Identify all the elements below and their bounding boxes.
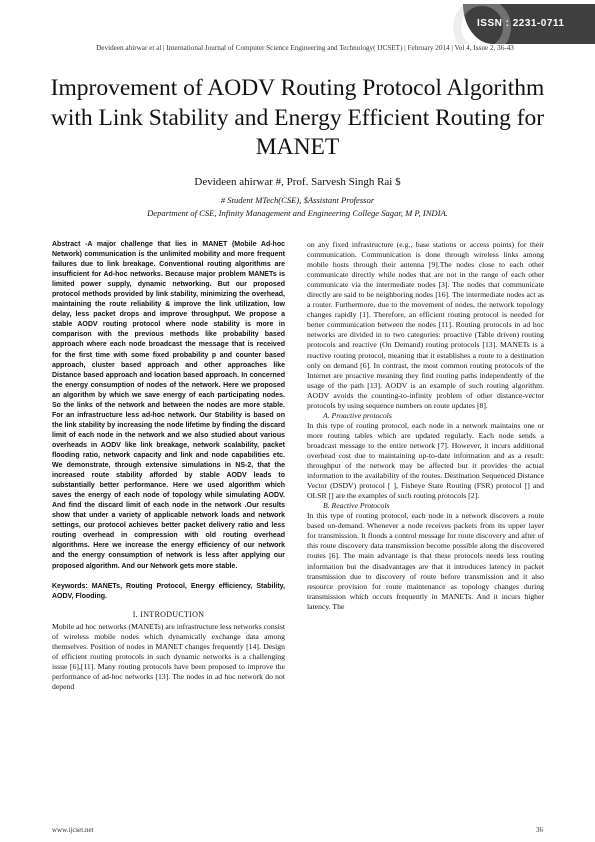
- right-column: [307, 240, 544, 612]
- paper-title: Improvement of AODV Routing Protocol Algorithm with Link Stability and Energy Efficient Routing for MANET: [50, 75, 545, 160]
- reactive-paragraph: In this type of routing protocol, each node in a network discovers a route based on-demand. Whenever a node receives packets from its upper layer for transmission. It floods a control message for route discovery and after of this route discovery data transmission become possible along the discovered routes [6]. The main advantage is that these protocols needs less routing information but the disadvantages are that it introduces latency in packet transmission due to discovery of route before transmission and it also resource provision for route maintenance as topology changes during transmission which occurs frequently in MANETs. And it incurs higher latency. The: [307, 511, 544, 611]
- left-column: [52, 240, 285, 692]
- issn-label: ISSN : 2231-0711: [477, 18, 565, 29]
- page-number: 36: [536, 826, 543, 834]
- affiliation-department: Department of CSE, Infinity Management and Engineering College Sagar, M P, INDIA.: [147, 208, 448, 218]
- subsection-heading-proactive: A. Proactive protocols: [323, 410, 392, 420]
- footer-url[interactable]: www.ijcset.net: [52, 826, 94, 834]
- proactive-paragraph: In this type of routing protocol, each node in a network maintains one or more routing tables which are updated regularly. Each node sends a broadcast message to the entire network [7]. However, it incurs additional overhead cost due to maintaining up-to-date information and as a result: throughput of the network may be affected but it provides the actual information to the availability of the routes. Destination Sequenced Distance Vector (DSDV) protocol [ ], Fisheye State Routing (FSR) protocol [] and OLSR [] are the examples of such routing protocols [2].: [307, 420, 544, 501]
- affiliation-roles: # Student MTech(CSE), $Assistant Professor: [220, 195, 375, 205]
- issn-badge: [453, 4, 595, 44]
- authors: Devideen ahirwar #, Prof. Sarvesh Singh Rai $: [194, 176, 401, 188]
- keywords: Keywords: MANETs, Routing Protocol, Energy efficiency, Stability, AODV, Flooding.: [52, 582, 285, 600]
- subsection-heading-reactive: B. Reactive Protocols: [323, 501, 390, 511]
- introduction-continued: on any fixed infrastructure (e.g., base stations or access points) for their communication. Communication is done through wireless links among mobile hosts through their antenna [9].The nodes close to each other communicate directly while nodes that are not in the range of each other communicate via the intermediate nodes [3]. The nodes that communicate directly are said to be neighboring nodes [16]. The intermediate nodes act as a router. Furthermore, due to the movement of nodes, the network topology changes rapidly [1]. Therefore, an efficient routing protocol is needed for better communication between the nodes [11]. Routing protocols in ad hoc networks are divided in to two categories: proactive (Table driven) routing protocols and reactive (On Demand) routing protocols [13]. MANETs is a reactive routing protocol, meaning that it establishes a route to a destination only on demand [6]. In contrast, the most common routing protocols of the Internet are proactive meaning they find routing paths independently of the usage of the path [13]. AODV is an example of such routing algorithm. AODV avoids the counting-to-infinity problem of other distance-vector protocols by using sequence numbers on route updates [8].: [307, 240, 544, 410]
- running-head: Devideen ahirwar et al | International Journal of Computer Science Engineering and Technology( IJCSET) | February 2014 | Vol 4, Issue 2, 36-43: [96, 44, 514, 52]
- abstract: Abstract -A major challenge that lies in MANET (Mobile Ad-hoc Network) communication is the unlimited mobility and more frequent failures due to link breakage. Conventional routing algorithms are insufficient for Ad-hoc networks. Because major problem MANETs is limited power supply, dynamic networking. But our proposed protocol methods provided by link stability, minimizing the overhead, maintaining the route reliability & improve the link utilization, low delay, less packet drops and improve throughput. We propose a stable AODV routing protocol where node stability is more in comparison with the previous methods like probability based approach where each node broadcast the message that is received for the first time with some fixed probability p and counter based approach, cluster based approach and other approaches like Distance based approach and location based approach. In concerned the energy consumption of nodes of the network. Here we proposed an algorithm by which we save energy of each participating nodes. So the links of the network and between the nodes are more stable. For an infrastructure less ad-hoc network. Our Stability is based on the link stability by increasing the node lifetime by finding the discard limit of each node in the network and we also studied about various overheads in AODV like link breakage, network scalability, packet flooding ratio, network capacity and link and node capabilities etc. We demonstrate, through extensive simulations in NS-2, that the increased route stability afforded by stable AODV leads to substantially better performance. Here we used algorithm which saves the energy of each node of topology while simulating AODV. And find the discard limit of each node in the network .Our results show that under a variety of applicable network loads and network settings, our protocol achieves better packet delivery ratio and less routing overhead in compression with old routing overhead algorithms. Here we increase the energy efficiency of our network and the energy consumption of network is less after applying our proposed algorithm. And our Network gets more stable.: [52, 241, 285, 570]
- introduction-paragraph: Mobile ad hoc networks (MANETs) are infrastructure less networks consist of wireless mobile nodes which dynamically exchange data among themselves. Position of nodes in MANET changes frequently [14]. Design of efficient routing protocols in such dynamic networks is a challenging issue [6],[11]. Many routing protocols have been proposed to improve the performance of ad-hoc networks [13]. The nodes in ad hoc network do not depend: [52, 621, 285, 691]
- section-heading-introduction: I. INTRODUCTION: [132, 609, 205, 619]
